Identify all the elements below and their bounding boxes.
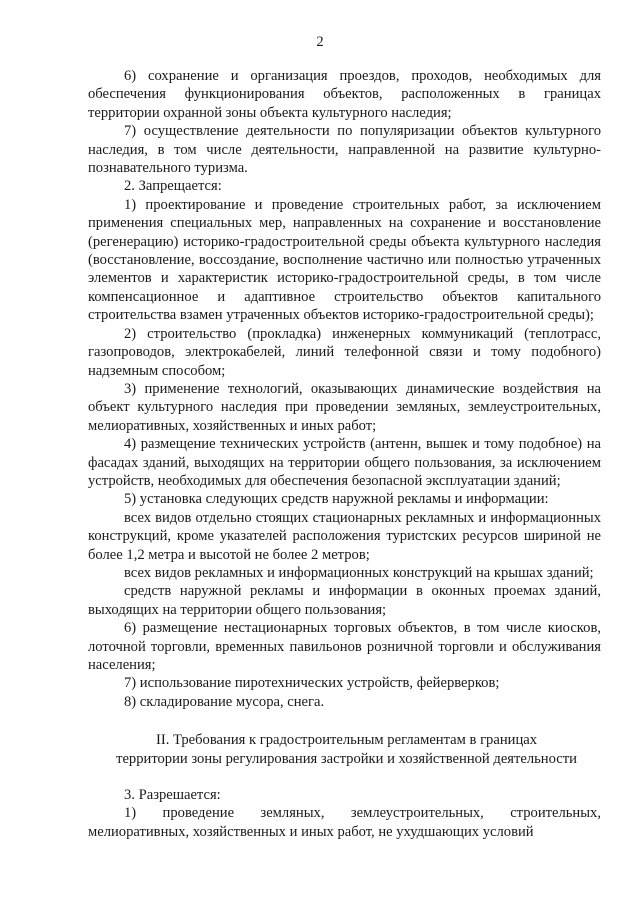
paragraph: 2. Запрещается: bbox=[124, 178, 222, 195]
paragraph: 1) проведение земляных, землеустроительных, строительных, мелиоративных, хозяйственных и иных работ, не ухудшающих условий bbox=[88, 805, 601, 840]
paragraph: 6) сохранение и организация проездов, проходов, необходимых для обеспечения функционирования объектов, расположенных в границах территории охранной зоны объекта культурного наследия; bbox=[88, 68, 601, 121]
document-body bbox=[88, 67, 601, 841]
paragraph: 5) установка следующих средств наружной рекламы и информации: bbox=[124, 491, 549, 508]
paragraph: 8) складирование мусора, снега. bbox=[124, 693, 325, 710]
paragraph: 7) использование пиротехнических устройств, фейерверков; bbox=[124, 675, 500, 692]
paragraph: 3. Разрешается: bbox=[124, 787, 221, 804]
paragraph: 7) осуществление деятельности по популяризации объектов культурного наследия, в том числе деятельности, направленной на развитие культурно-познавательного туризма. bbox=[88, 123, 601, 177]
paragraph: средств наружной рекламы и информации в оконных проемах зданий, выходящих на территории общего пользования; bbox=[88, 583, 601, 618]
section-heading bbox=[88, 731, 601, 768]
page-number: 2 bbox=[316, 34, 324, 50]
paragraph: 3) применение технологий, оказывающих динамические воздействия на объект культурного наследия при проведении земляных, землеустроительных, мелиоративных, хозяйственных и иных работ; bbox=[88, 380, 601, 434]
paragraph: 4) размещение технических устройств (антенн, вышек и тому подобное) на фасадах зданий, выходящих на территории общего пользования, за исключением устройств, необходимых для обеспечения безопасной эксплуатации зданий; bbox=[88, 436, 601, 489]
paragraph: 2) строительство (прокладка) инженерных коммуникаций (теплотрасс, газопроводов, электрокабелей, линий телефонной связи и тому подобного) надземным способом; bbox=[88, 325, 601, 379]
paragraph: всех видов рекламных и информационных конструкций на крышах зданий; bbox=[124, 564, 594, 581]
paragraph: всех видов отдельно стоящих стационарных рекламных и информационных конструкций, кроме указателей расположения туристских ресурсов шириной не более 1,2 метра и высотой не более 2 метров; bbox=[88, 509, 601, 563]
paragraph: 1) проектирование и проведение строительных работ, за исключением применения специальных мер, направленных на сохранение и восстановление (регенерацию) историко-градостроительной среды объекта культурного наследия (восстановление, воссоздание, восполнение частично или полностью утраченных элементов и характеристик историко-градостроительной среды, в том числе компенсационное и адаптивное строительство объектов капитального строительства взамен утраченных объектов историко-градостроительной среды); bbox=[88, 196, 601, 324]
section-heading-line: II. Требования к градостроительным регламентам в границах bbox=[155, 732, 538, 749]
paragraph: 6) размещение нестационарных торговых объектов, в том числе киосков, лоточной торговли, временных павильонов розничной торговли и обслуживания населения; bbox=[88, 620, 601, 673]
section-heading-line: территории зоны регулирования застройки и хозяйственной деятельности bbox=[116, 750, 577, 767]
